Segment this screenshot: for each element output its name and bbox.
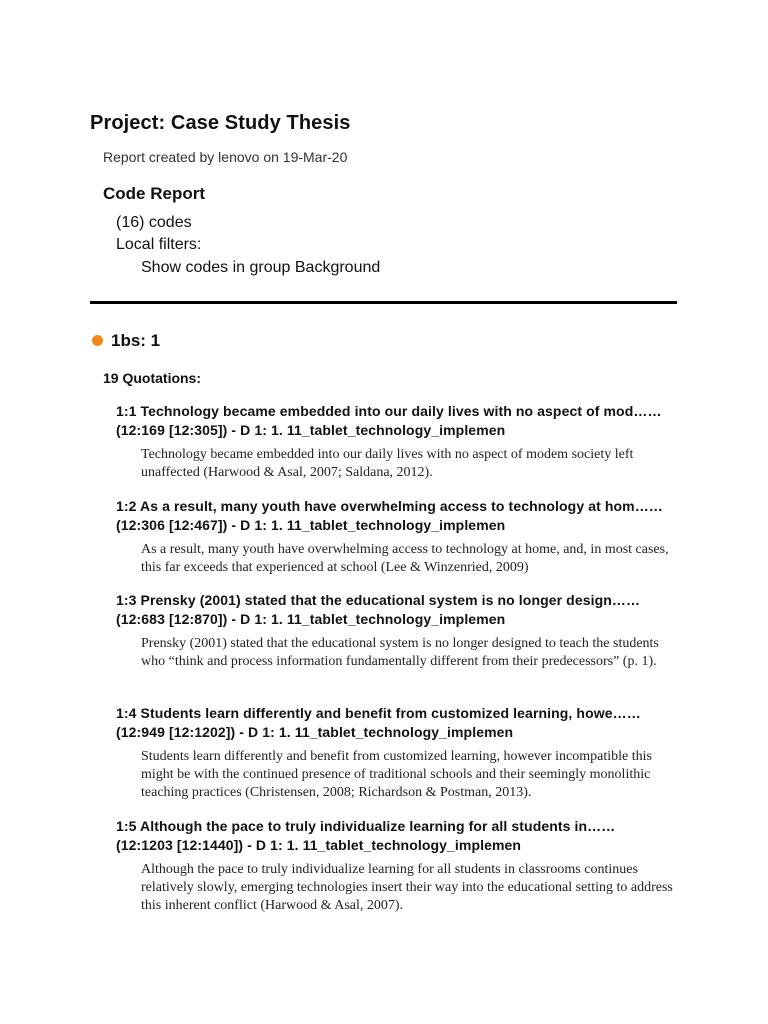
quotation-item [116,817,676,915]
quotation-header: 1:5 Although the pace to truly individualize learning for all students in…… (12:1203 [12:1440]) - D 1: 1. 11_tablet_technology_implemen [116,818,616,853]
local-filters-label: Local filters: [116,236,202,253]
quotation-header: 1:1 Technology became embedded into our daily lives with no aspect of mod…… (12:169 [12:305]) - D 1: 1. 11_tablet_technology_implemen [116,403,662,438]
code-name: 1bs: 1 [111,331,161,350]
quotation-header: 1:3 Prensky (2001) stated that the educational system is no longer design…… (12:683 [12:870]) - D 1: 1. 11_tablet_technology_implemen [116,592,641,627]
project-title: Project: Case Study Thesis [90,112,351,134]
codes-count: (16) codes [116,214,192,231]
quotation-header: 1:4 Students learn differently and benefit from customized learning, howe…… (12:949 [12:1202]) - D 1: 1. 11_tablet_technology_implemen [116,705,641,740]
quotation-text: Prensky (2001) stated that the educational system is no longer designed to teach the students who “think and process information fundamentally different from their predecessors” (p. 1). [141,636,659,669]
local-filter-value: Show codes in group Background [141,259,381,276]
section-divider [90,301,677,304]
quotation-item [116,591,676,671]
quotation-text: Students learn differently and benefit from customized learning, however incompatible this might be with the continued presence of traditional schools and their seemingly monolithic teaching practices (Christensen, 2008; Richardson & Postman, 2013). [141,749,652,800]
quotation-item [116,497,676,577]
quotation-text: Technology became embedded into our daily lives with no aspect of modem society left unaffected (Harwood & Asal, 2007; Saldana, 2012). [141,447,634,480]
quotation-count: 19 Quotations: [103,370,202,386]
code-bullet-icon [92,335,103,346]
quotation-header: 1:2 As a result, many youth have overwhelming access to technology at hom…… (12:306 [12:467]) - D 1: 1. 11_tablet_technology_implemen [116,498,663,533]
quotation-item [116,402,676,482]
quotation-item [116,704,676,802]
code-report-heading: Code Report [103,184,205,203]
quotation-text: Although the pace to truly individualize learning for all students in classrooms continues relatively slowly, emerging technologies insert their way into the educational setting to address this inherent conflict (Harwood & Asal, 2007). [141,862,673,913]
quotation-text: As a result, many youth have overwhelming access to technology at home, and, in most cases, this far exceeds that experienced at school (Lee & Winzenried, 2009) [141,542,669,575]
report-meta: Report created by lenovo on 19-Mar-20 [103,149,348,165]
